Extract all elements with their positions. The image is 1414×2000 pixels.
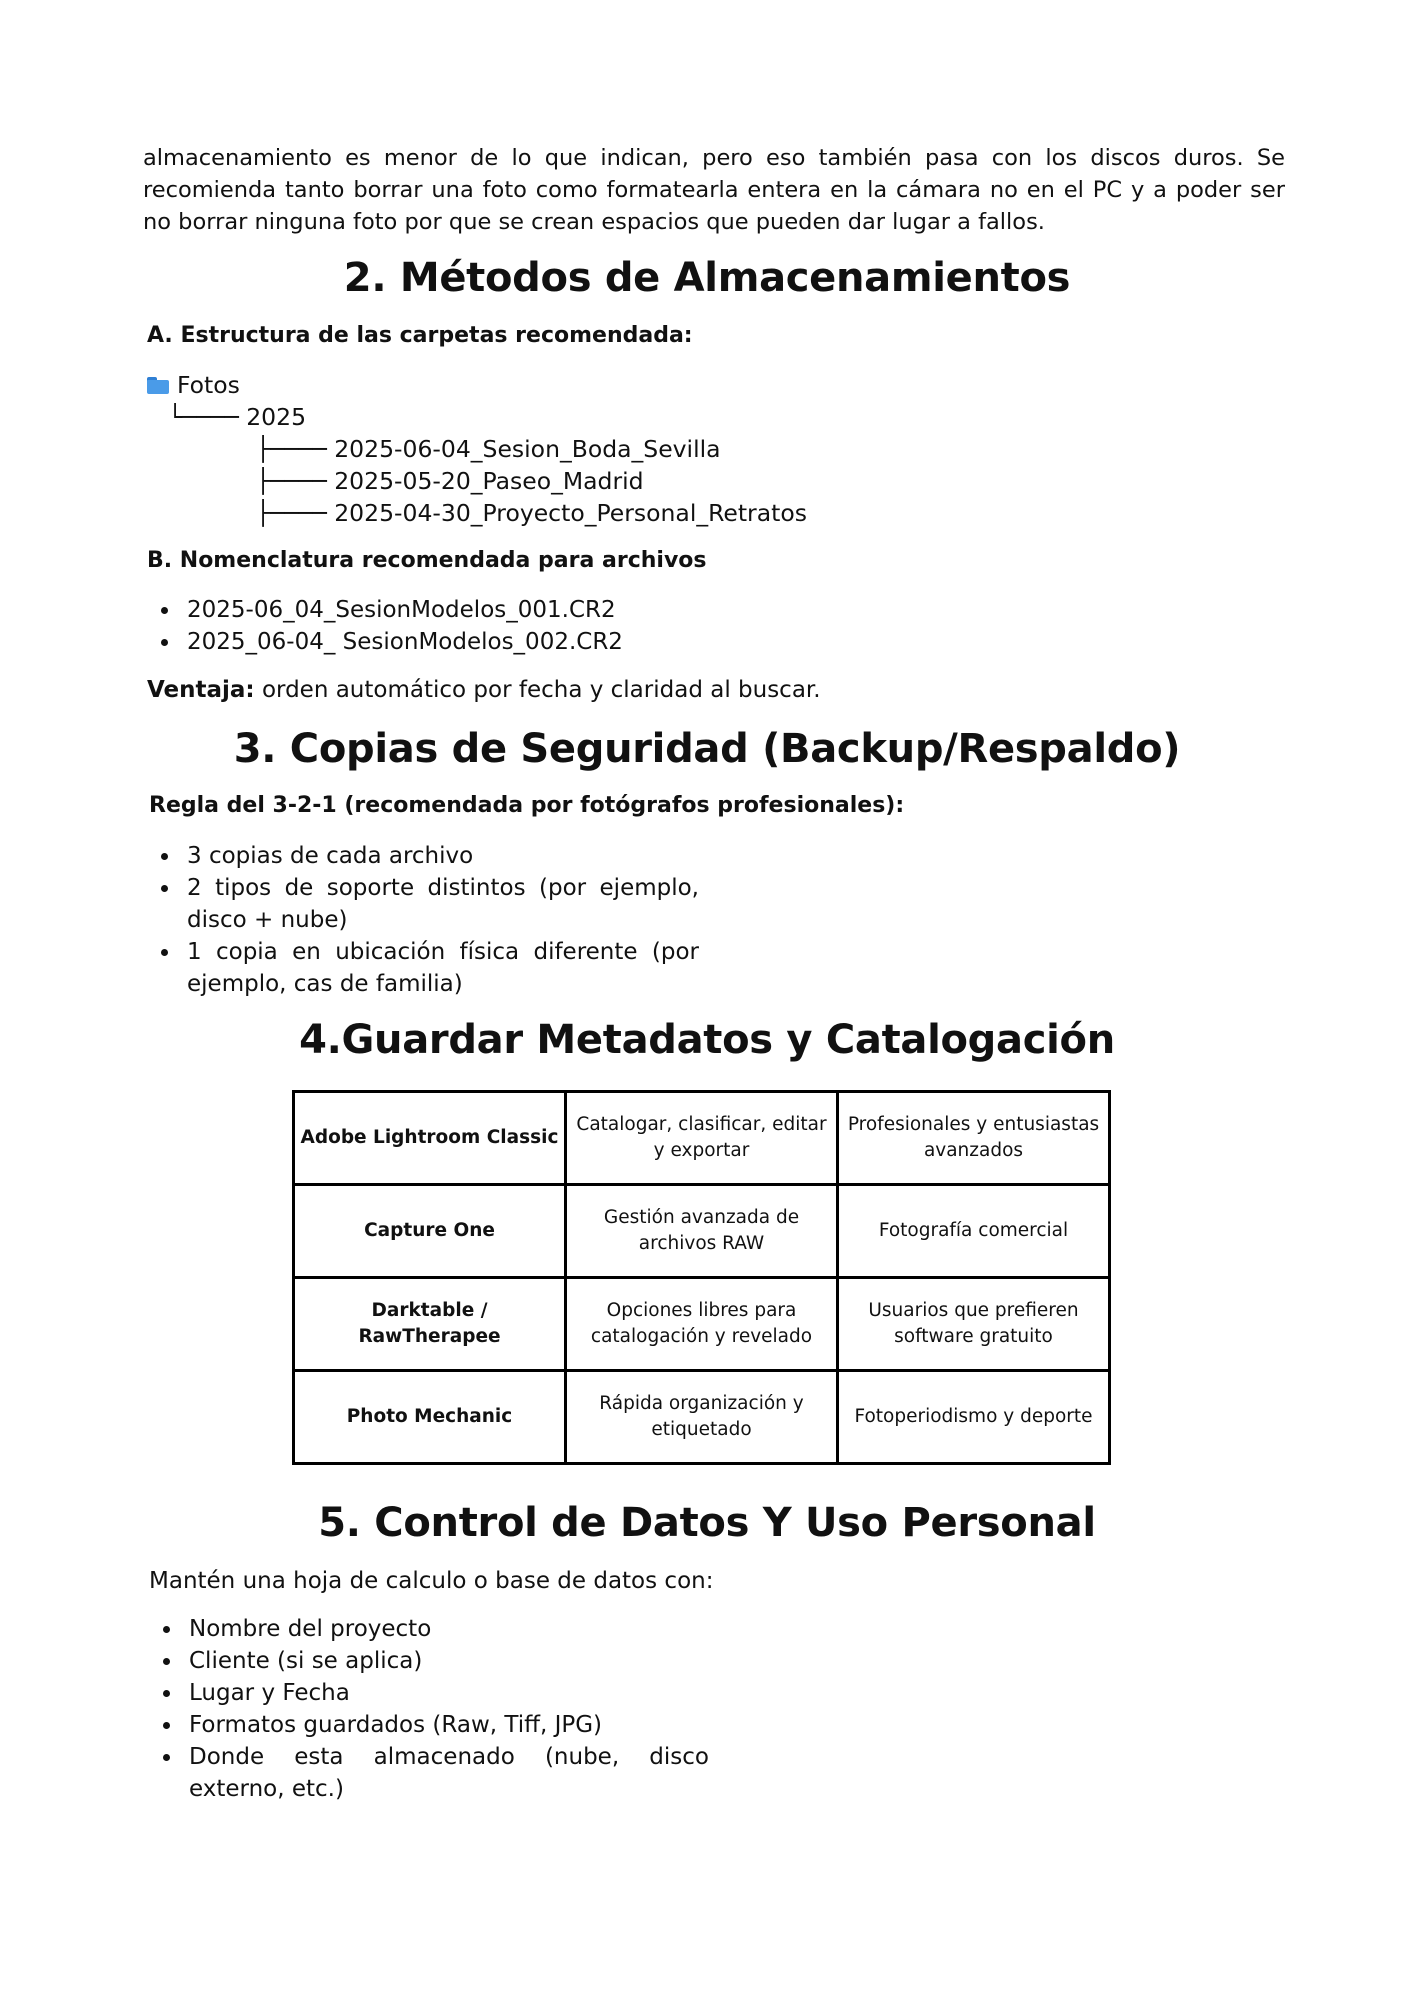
tree-item bbox=[256, 497, 807, 529]
table-cell-tool: Capture One bbox=[294, 1185, 566, 1278]
table-cell-tool: Photo Mechanic bbox=[294, 1371, 566, 1464]
table-cell-use: Gestión avanzada de archivos RAW bbox=[566, 1185, 838, 1278]
data-control-list bbox=[149, 1613, 709, 1805]
section-3-title: 3. Copias de Seguridad (Backup/Respaldo) bbox=[233, 726, 1181, 772]
table-row bbox=[294, 1278, 1110, 1371]
advantage-label: Ventaja: bbox=[147, 677, 255, 703]
list-item: 2025_06-04_ SesionModelos_002.CR2 bbox=[147, 626, 747, 658]
table-cell-audience: Profesionales y entusiastas avanzados bbox=[838, 1092, 1110, 1185]
backup-rule-list bbox=[147, 840, 699, 1000]
list-item: 3 copias de cada archivo bbox=[147, 840, 699, 872]
tree-root bbox=[147, 369, 240, 401]
section-2-title: 2. Métodos de Almacenamientos bbox=[343, 255, 1071, 301]
tree-year-label: 2025 bbox=[246, 403, 307, 431]
table-cell-audience: Fotoperiodismo y deporte bbox=[838, 1371, 1110, 1464]
tree-item bbox=[256, 465, 644, 497]
section-4-title: 4.Guardar Metadatos y Catalogación bbox=[299, 1017, 1115, 1063]
list-item: Formatos guardados (Raw, Tiff, JPG) bbox=[149, 1709, 709, 1741]
tree-year bbox=[168, 401, 306, 433]
table-row bbox=[294, 1371, 1110, 1464]
table-cell-use: Catalogar, clasificar, editar y exportar bbox=[566, 1092, 838, 1185]
tree-item-label: 2025-05-20_Paseo_Madrid bbox=[334, 467, 644, 495]
table-row bbox=[294, 1185, 1110, 1278]
advantage-text: orden automático por fecha y claridad al buscar. bbox=[254, 677, 821, 703]
tree-branch: └──── bbox=[168, 403, 247, 431]
list-item: Donde esta almacenado (nube, disco externo, etc.) bbox=[149, 1741, 709, 1805]
data-control-intro: Mantén una hoja de calculo o base de datos con: bbox=[149, 1568, 714, 1594]
tree-branch: ├──── bbox=[256, 435, 335, 463]
tree-item-label: 2025-06-04_Sesion_Boda_Sevilla bbox=[334, 435, 721, 463]
tree-item-label: 2025-04-30_Proyecto_Personal_Retratos bbox=[334, 499, 807, 527]
table-cell-audience: Fotografía comercial bbox=[838, 1185, 1110, 1278]
section-5-title: 5. Control de Datos Y Uso Personal bbox=[318, 1500, 1096, 1546]
backup-rule-heading: Regla del 3-2-1 (recomendada por fotógrafos profesionales): bbox=[149, 793, 905, 818]
table-cell-use: Rápida organización y etiquetado bbox=[566, 1371, 838, 1464]
table-cell-use: Opciones libres para catalogación y revelado bbox=[566, 1278, 838, 1371]
advantage-line bbox=[147, 674, 821, 706]
tree-item bbox=[256, 433, 721, 465]
list-item: Nombre del proyecto bbox=[149, 1613, 709, 1645]
tree-branch: ├──── bbox=[256, 467, 335, 495]
naming-heading: B. Nomenclatura recomendada para archivos bbox=[147, 548, 707, 573]
catalog-software-table bbox=[292, 1090, 1111, 1465]
list-item: 2025-06_04_SesionModelos_001.CR2 bbox=[147, 594, 747, 626]
list-item: 2 tipos de soporte distintos (por ejemplo, disco + nube) bbox=[147, 872, 699, 936]
list-item: Cliente (si se aplica) bbox=[149, 1645, 709, 1677]
list-item: Lugar y Fecha bbox=[149, 1677, 709, 1709]
folder-icon bbox=[147, 377, 169, 394]
table-cell-audience: Usuarios que prefieren software gratuito bbox=[838, 1278, 1110, 1371]
table-cell-tool: Darktable / RawTherapee bbox=[294, 1278, 566, 1371]
list-item: 1 copia en ubicación física diferente (por ejemplo, cas de familia) bbox=[147, 936, 699, 1000]
tree-root-label: Fotos bbox=[177, 371, 240, 399]
tree-branch: ├──── bbox=[256, 499, 335, 527]
folder-structure-heading: A. Estructura de las carpetas recomendada: bbox=[147, 323, 693, 348]
table-cell-tool: Adobe Lightroom Classic bbox=[294, 1092, 566, 1185]
table-row bbox=[294, 1092, 1110, 1185]
file-naming-list bbox=[147, 594, 747, 658]
intro-paragraph: almacenamiento es menor de lo que indican, pero eso también pasa con los discos duros. Se recomienda tanto borrar una foto como formatearla entera en la cámara no en el PC y a poder ser no borrar ninguna foto por que se crean espacios que pueden dar lugar a fallos. bbox=[143, 145, 1285, 235]
